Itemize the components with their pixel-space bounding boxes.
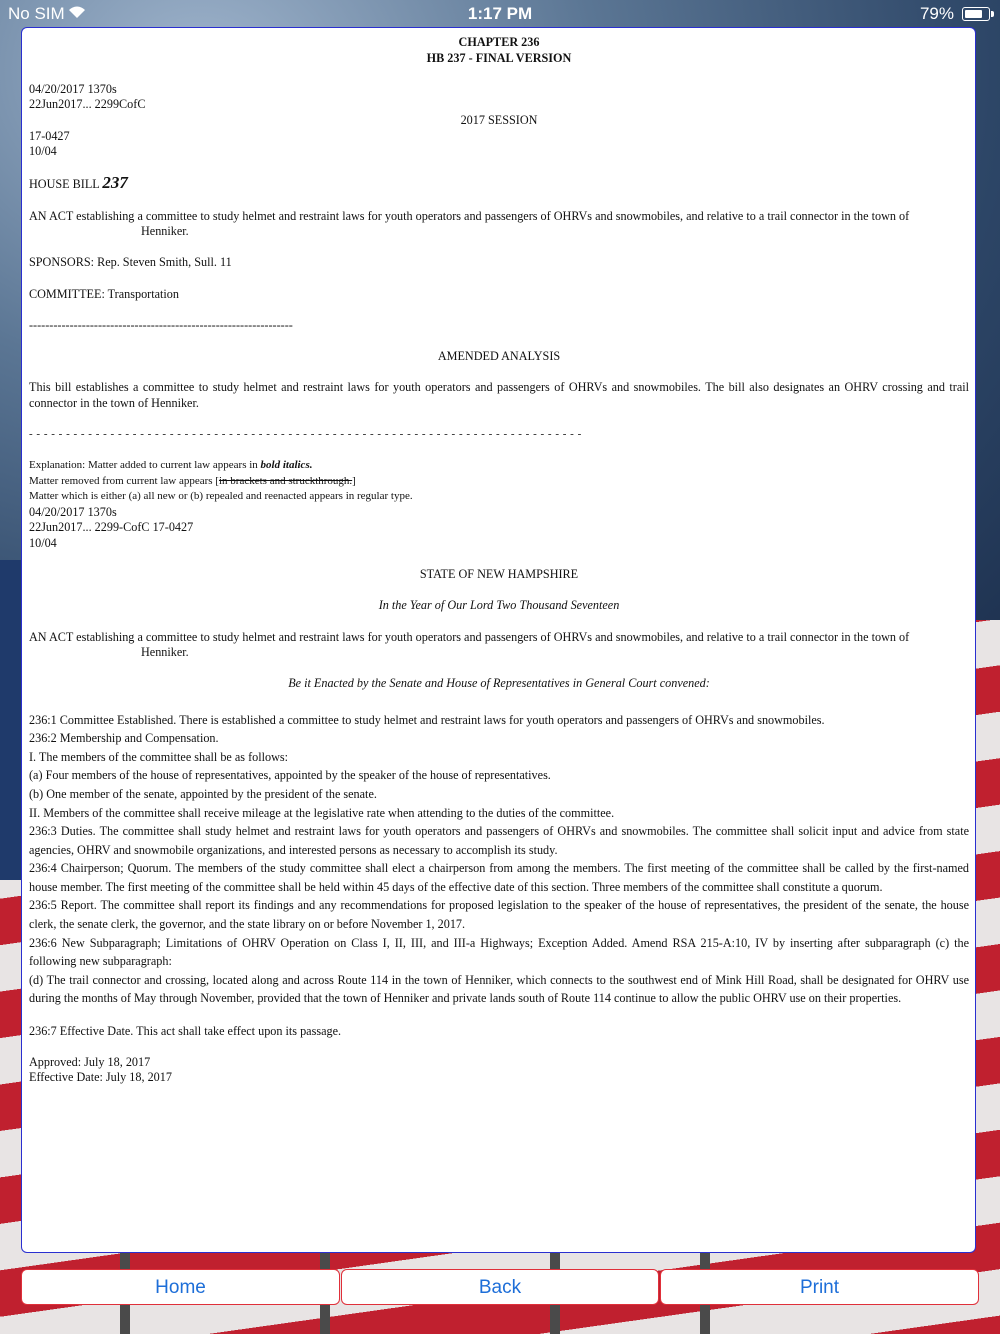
- section-paragraph: 236:2 Membership and Compensation.: [29, 731, 219, 746]
- year-line: In the Year of Our Lord Two Thousand Seventeen: [378, 598, 620, 613]
- document-panel[interactable]: [21, 27, 976, 1253]
- document-body: [29, 35, 969, 1086]
- meta-line: 22Jun2017... 2299-CofC 17-0427: [29, 520, 194, 535]
- meta-line: 04/20/2017 1370s: [29, 81, 117, 96]
- section-paragraph: 236:1 Committee Established. There is established a committee to study helmet and restraint laws for youth operators and passengers of OHRVs and snowmobiles.: [29, 712, 825, 727]
- meta-line: 10/04: [29, 536, 57, 550]
- approved-line: Approved: July 18, 2017: [29, 1054, 151, 1069]
- explanation-prefix: Explanation: Matter added to current law appears in: [29, 459, 261, 472]
- bottom-toolbar: [21, 1269, 979, 1307]
- section-paragraph: 236:4 Chairperson; Quorum. The members of the study committee shall elect a chairperson from among the members. The first meeting of the committee shall be called by the first-named house member. The first meeting of the committee shall be held within 45 days of the effective date of this section. Three members of the committee shall constitute a quorum.: [29, 861, 969, 894]
- section-paragraph: (a) Four members of the house of representatives, appointed by the speaker of the house of representatives.: [29, 768, 551, 783]
- chapter-heading: CHAPTER 236: [458, 35, 540, 49]
- section-paragraph: 236:5 Report. The committee shall report its findings and any recommendations for proposed legislation to the speaker of the house of representatives, the president of the senate, the house clerk, the senate clerk, the governor, and the state library on or before November 1, 2017.: [29, 898, 969, 932]
- battery-percent: 79%: [919, 4, 954, 23]
- act-title-end: Henniker.: [141, 224, 189, 239]
- sponsors: SPONSORS: Rep. Steven Smith, Sull. 11: [29, 255, 232, 270]
- section-paragraph: II. Members of the committee shall receive mileage at the legislative rate when attending to the duties of the committee.: [29, 805, 615, 820]
- dashed-rule: - - - - - - - - - - - - - - - - - - - - - - - - - - - - - - - - - - - - - - - - - - - - - - - - - - - - - - - - - - - - - - - - - - - - - - - - - - -: [29, 427, 582, 440]
- removed-prefix: Matter removed from current law appears [: [29, 474, 219, 487]
- house-bill-title: [29, 175, 969, 193]
- house-bill-label: HOUSE BILL: [29, 177, 100, 192]
- back-button[interactable]: Back: [341, 1269, 659, 1305]
- carrier-label: No SIM: [8, 4, 65, 23]
- explanation-bold: bold italics.: [260, 459, 313, 472]
- regular-type-line: Matter which is either (a) all new or (b) repealed and reenacted appears in regular type.: [29, 490, 413, 503]
- amended-analysis-heading: AMENDED ANALYSIS: [437, 348, 561, 363]
- enacted-clause: Be it Enacted by the Senate and House of Representatives in General Court convened:: [288, 676, 710, 691]
- home-button[interactable]: Home: [21, 1269, 340, 1305]
- meta-line: 10/04: [29, 144, 57, 159]
- meta-line: 22Jun2017... 2299CofC: [29, 97, 146, 112]
- effective-date-line: Effective Date: July 18, 2017: [29, 1070, 172, 1085]
- section-paragraph: (b) One member of the senate, appointed by the president of the senate.: [29, 786, 377, 801]
- meta-line: 17-0427: [29, 128, 70, 143]
- removed-struck: in brackets and struckthrough.: [218, 474, 353, 487]
- status-time: 1:17 PM: [467, 4, 533, 23]
- analysis-text: This bill establishes a committee to study helmet and restraint laws for youth operators and passengers of OHRVs and snowmobiles. The bill also designates an OHRV crossing and trail connector in the town of Henniker.: [29, 380, 969, 410]
- sections-list: [29, 711, 969, 1009]
- section-paragraph: I. The members of the committee shall be as follows:: [29, 749, 289, 764]
- removed-suffix: ]: [352, 474, 356, 487]
- status-bar: [0, 0, 1000, 26]
- battery-fill: [965, 10, 982, 18]
- print-button[interactable]: Print: [660, 1269, 979, 1305]
- section-paragraph: 236:3 Duties. The committee shall study helmet and restraint laws for youth operators and passengers of OHRVs and snowmobiles. The committee shall solicit input and advice from state agencies, OHRV and snowmobile organizations, and interested persons as necessary to accomplish its study.: [29, 824, 969, 857]
- session-label: 2017 SESSION: [460, 112, 538, 127]
- removed-line: [29, 474, 969, 490]
- act-title: AN ACT establishing a committee to study helmet and restraint laws for youth operators and passengers of OHRVs and snowmobiles, and relative to a trail connector in the town of: [29, 208, 910, 223]
- section-paragraph: 236:6 New Subparagraph; Limitations of OHRV Operation on Class I, II, III, and III-a Highways; Exception Added. Amend RSA 215-A:10, IV by inserting after subparagraph (c) the following new subparagraph:: [29, 935, 969, 969]
- explanation-line: [29, 458, 969, 474]
- effective-section: 236:7 Effective Date. This act shall take effect upon its passage.: [29, 1023, 342, 1038]
- battery-icon: [962, 7, 990, 21]
- section-paragraph: (d) The trail connector and crossing, located along and across Route 114 in the town of Henniker, which connects to the southwest end of Mink Hill Road, shall be designated for OHRV use during the months of May through November, provided that the town of Henniker and private lands south of Route 114 continue to allow the public OHRV use on their properties.: [29, 972, 969, 1006]
- house-bill-number: 237: [102, 173, 128, 193]
- meta-line: 04/20/2017 1370s: [29, 504, 117, 519]
- act-title-2: AN ACT establishing a committee to study helmet and restraint laws for youth operators and passengers of OHRVs and snowmobiles, and relative to a trail connector in the town of: [29, 629, 910, 644]
- act-title-2-end: Henniker.: [141, 645, 189, 660]
- committee: COMMITTEE: Transportation: [29, 286, 179, 301]
- version-heading: HB 237 - FINAL VERSION: [426, 50, 572, 65]
- divider-rule: -----------------------------------------------------------------: [29, 317, 293, 332]
- state-heading: STATE OF NEW HAMPSHIRE: [419, 567, 579, 582]
